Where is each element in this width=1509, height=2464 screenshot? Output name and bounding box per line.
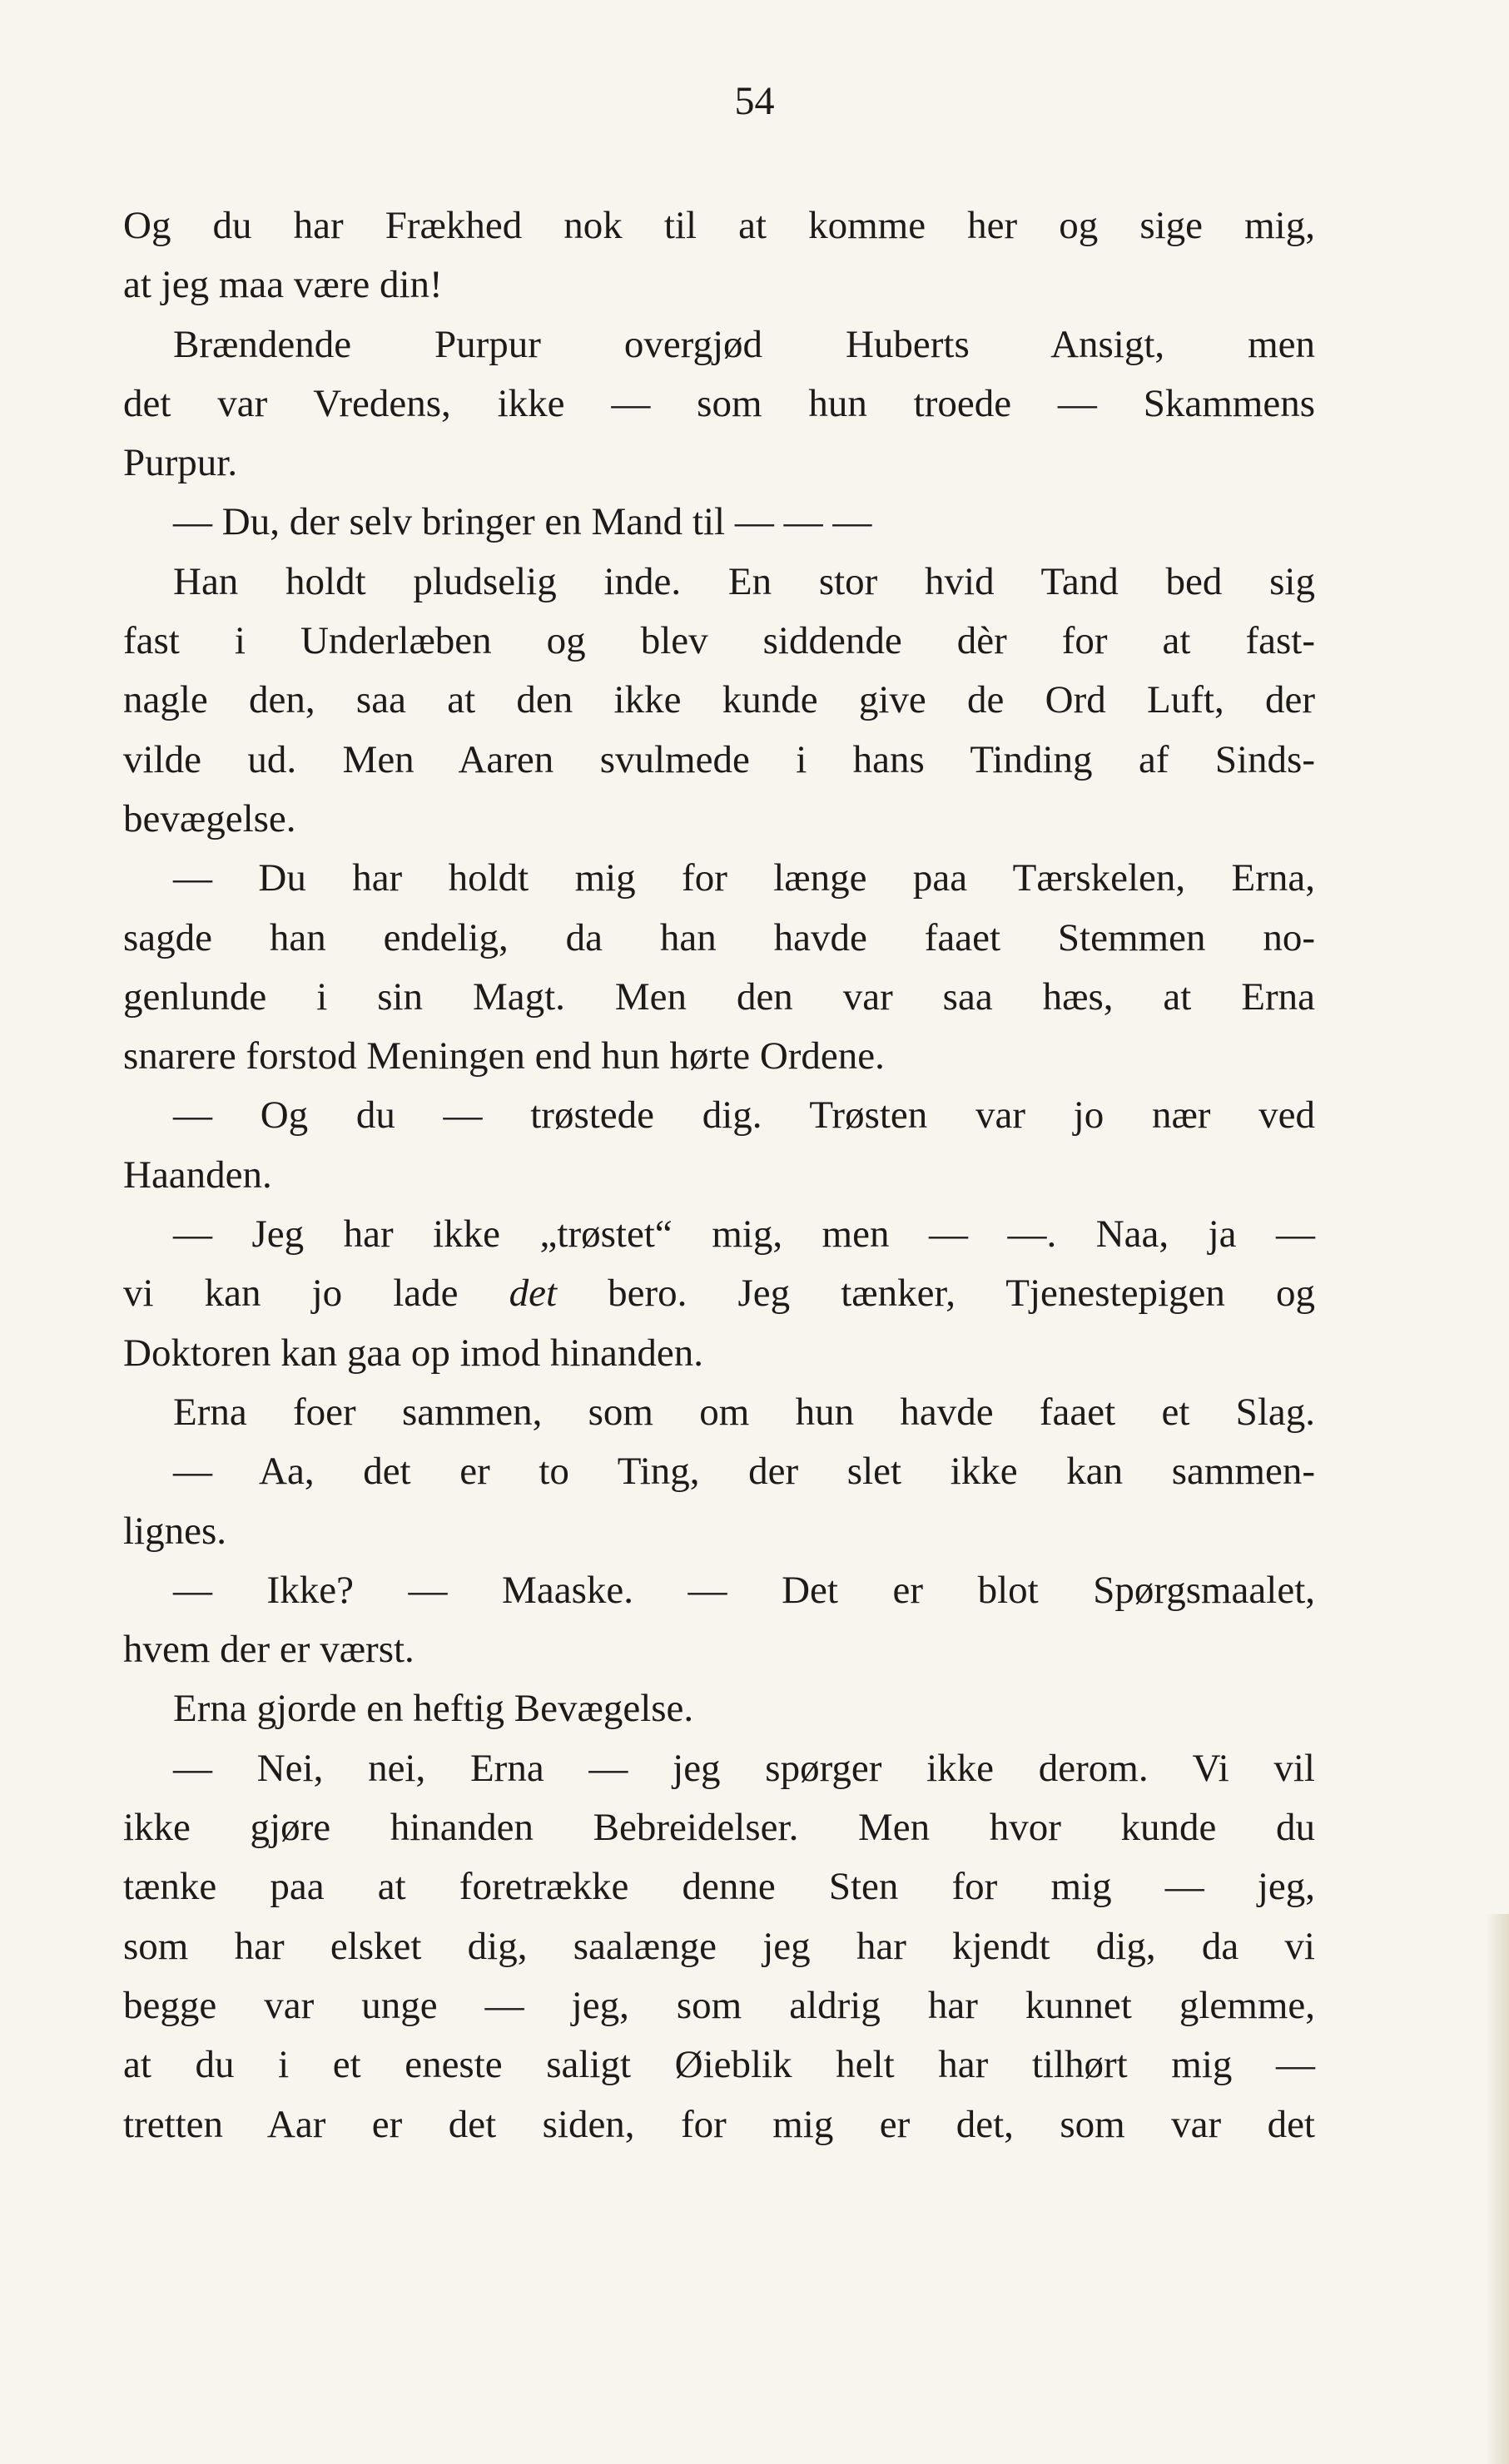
text-line: Erna gjorde en heftig Bevægelse. (173, 1687, 694, 1731)
text-line: tretten Aar er det siden, for mig er det, som var det (123, 2102, 1315, 2146)
text-line: begge var unge — jeg, som aldrig har kunnet glemme, (123, 1983, 1315, 2027)
text-line: — Jeg har ikke „trøstet“ mig, men — —. Naa, ja — (173, 1212, 1315, 1257)
text-line: ikke gjøre hinanden Bebreidelser. Men hvor kunde du (123, 1806, 1315, 1850)
page-edge-shading (1486, 1914, 1509, 2464)
text-line: genlunde i sin Magt. Men den var saa hæs, at Erna (123, 974, 1315, 1019)
text-line: snarere forstod Meningen end hun hørte Ordene. (123, 1034, 885, 1078)
text-line: — Ikke? — Maaske. — Det er blot Spørgsmaalet, (173, 1568, 1315, 1612)
text-line (123, 1264, 1315, 1323)
text-line: vilde ud. Men Aaren svulmede i hans Tinding af Sinds- (123, 737, 1315, 781)
text-line: bevægelse. (123, 796, 296, 840)
text-line: tænke paa at foretrække denne Sten for mig — jeg, (123, 1865, 1315, 1909)
text-line: — Du har holdt mig for længe paa Tærskelen, Erna, (173, 856, 1315, 900)
emphasis-text: det (509, 1272, 558, 1316)
text-line: Og du har Frækhed nok til at komme her og sige mig, (123, 204, 1315, 247)
text-line: hvem der er værst. (123, 1628, 414, 1672)
text-line: nagle den, saa at den ikke kunde give de Ord Luft, der (123, 678, 1315, 722)
text-line: Haanden. (123, 1153, 272, 1197)
text-segment: bero. Jeg tænker, Tjenestepigen og (557, 1272, 1315, 1316)
text-line: sagde han endelig, da han havde faaet Stemmen no- (123, 915, 1315, 959)
text-line: Purpur. (123, 441, 238, 485)
text-line: Doktoren kan gaa op imod hinanden. (123, 1331, 703, 1375)
text-line: — Nei, nei, Erna — jeg spørger ikke derom. Vi vil (173, 1746, 1315, 1790)
text-line: — Aa, det er to Ting, der slet ikke kan sammen- (173, 1450, 1315, 1494)
text-line: fast i Underlæben og blev siddende dèr for at fast- (123, 619, 1315, 663)
text-line: Han holdt pludselig inde. En stor hvid Tand bed sig (173, 559, 1315, 603)
text-segment: vi kan jo lade (123, 1272, 509, 1316)
text-line: lignes. (123, 1509, 227, 1553)
text-line: — Og du — trøstede dig. Trøsten var jo nær ved (173, 1093, 1315, 1138)
text-line: at du i et eneste saligt Øieblik helt har tilhørt mig — (123, 2043, 1315, 2087)
text-line: det var Vredens, ikke — som hun troede — Skammens (123, 381, 1315, 425)
body-text (123, 196, 1315, 2154)
text-line: at jeg maa være din! (123, 263, 443, 307)
page-number: 54 (734, 79, 775, 123)
text-line: Brændende Purpur overgjød Huberts Ansigt, men (173, 322, 1315, 366)
text-line: — Du, der selv bringer en Mand til — — — (173, 500, 872, 544)
text-line: som har elsket dig, saalænge jeg har kjendt dig, da vi (123, 1924, 1315, 1968)
text-line: Erna foer sammen, som om hun havde faaet et Slag. (173, 1390, 1315, 1434)
